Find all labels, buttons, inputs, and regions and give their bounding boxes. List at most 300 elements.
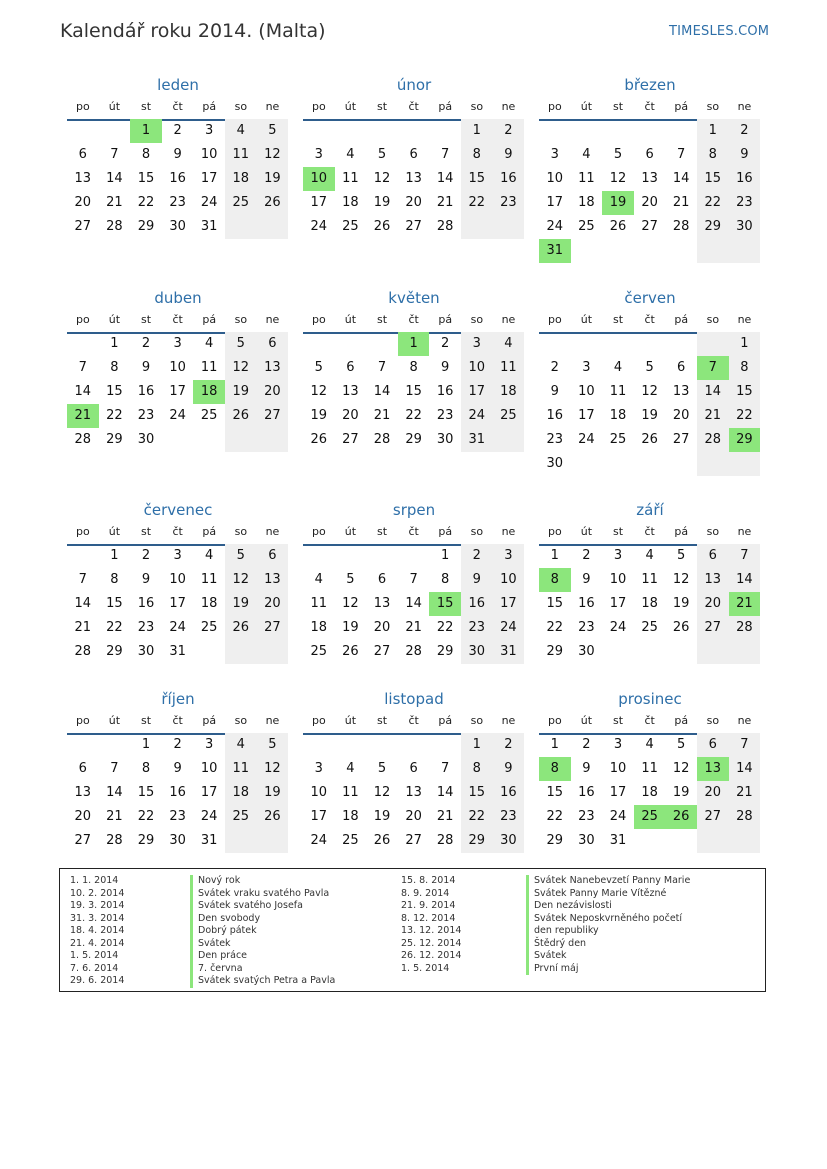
day-cell: 18 [641, 596, 658, 611]
weekday-header: út [108, 313, 121, 326]
day-cell: 8 [472, 761, 481, 776]
day-cell: 17 [609, 596, 627, 611]
day-cell: 8 [472, 147, 481, 162]
weekday-header: st [141, 100, 152, 113]
weekday-header: st [377, 313, 388, 326]
day-cell: 29 [546, 644, 564, 659]
day-cell: 11 [342, 785, 359, 800]
day-cell: 31 [200, 219, 218, 234]
legend-date: 1. 5. 2014 [70, 950, 119, 961]
weekday-header: po [311, 714, 326, 727]
day-cell: 19 [232, 596, 250, 611]
day-cell: 15 [546, 785, 564, 800]
day-cell: 18 [232, 171, 250, 186]
weekday-header: so [470, 714, 484, 727]
day-cell: 6 [708, 548, 717, 563]
day-cell: 1 [472, 123, 481, 138]
weekday-header: st [141, 525, 152, 538]
day-cell: 11 [232, 147, 250, 162]
day-cell: 17 [310, 195, 328, 210]
day-cell: 7 [409, 572, 418, 587]
weekday-header: pá [202, 714, 217, 727]
legend-names-right [526, 875, 690, 975]
day-cell: 7 [110, 147, 119, 162]
legend-holiday-name: Svátek Neposkvrněného početí [534, 912, 683, 924]
weekday-header: čt [172, 313, 183, 326]
weekday-header: so [470, 100, 484, 113]
day-cell: 11 [200, 572, 218, 587]
day-cell: 12 [672, 761, 690, 776]
day-cell: 11 [641, 761, 658, 776]
day-cell: 15 [405, 384, 422, 399]
day-cell: 26 [373, 833, 391, 848]
day-cell: 31 [609, 833, 627, 848]
day-cell: 24 [500, 620, 517, 635]
day-cell: 15 [546, 596, 564, 611]
day-cell: 31 [500, 644, 517, 659]
brand-logo-text[interactable]: TIMESLES.COM [669, 24, 770, 39]
day-cell: 22 [106, 408, 123, 423]
holiday-day-cell: 31 [539, 239, 571, 263]
day-cell: 22 [736, 408, 753, 423]
weekday-header: ne [737, 313, 752, 326]
day-cell: 21 [736, 785, 753, 800]
weekday-header: ne [501, 714, 516, 727]
day-cell: 17 [578, 408, 595, 423]
legend-date: 25. 12. 2014 [401, 937, 462, 949]
holiday-day-cell: 21 [67, 404, 99, 428]
day-cell: 24 [468, 408, 486, 423]
day-cell: 16 [468, 596, 486, 611]
day-cell: 11 [200, 360, 218, 375]
day-cell: 7 [677, 147, 686, 162]
day-cell: 13 [264, 360, 281, 375]
day-cell: 22 [137, 809, 155, 824]
day-cell: 26 [641, 432, 658, 447]
day-cell: 6 [677, 360, 686, 375]
weekday-header: st [613, 525, 624, 538]
holiday-day-cell: 29 [729, 428, 761, 452]
day-cell: 13 [74, 171, 92, 186]
day-cell: 21 [373, 408, 391, 423]
day-cell: 23 [546, 432, 564, 447]
weekday-header: st [141, 714, 152, 727]
day-cell: 28 [106, 219, 123, 234]
day-cell: 14 [74, 384, 92, 399]
day-cell: 10 [546, 171, 564, 186]
day-cell: 3 [205, 123, 214, 138]
day-cell: 1 [110, 336, 119, 351]
day-cell: 10 [310, 785, 328, 800]
day-cell: 3 [314, 761, 323, 776]
day-cell: 21 [74, 620, 92, 635]
legend-holiday-name: Nový rok [198, 875, 241, 886]
day-cell: 13 [342, 384, 359, 399]
day-cell: 4 [236, 123, 245, 138]
day-cell: 13 [704, 572, 722, 587]
legend-holiday-name: Svátek [534, 950, 567, 961]
day-cell: 4 [205, 336, 214, 351]
day-cell: 30 [137, 432, 155, 447]
day-cell: 29 [106, 644, 123, 659]
weekday-header: ne [737, 100, 752, 113]
day-cell: 3 [472, 336, 481, 351]
holiday-day-cell: 13 [697, 757, 729, 781]
legend-holiday-name: První máj [534, 962, 579, 974]
day-cell: 1 [141, 737, 151, 752]
day-cell: 24 [200, 195, 218, 210]
day-cell: 18 [578, 195, 595, 210]
day-cell: 11 [609, 384, 627, 399]
day-cell: 25 [200, 408, 218, 423]
day-cell: 22 [468, 809, 486, 824]
day-cell: 14 [436, 785, 454, 800]
day-cell: 9 [441, 360, 450, 375]
day-cell: 25 [578, 219, 595, 234]
day-cell: 13 [74, 785, 92, 800]
day-cell: 3 [173, 336, 182, 351]
day-cell: 14 [405, 596, 422, 611]
weekday-header: ne [501, 313, 516, 326]
day-cell: 22 [546, 620, 564, 635]
day-cell: 2 [173, 737, 182, 752]
day-cell: 3 [613, 737, 623, 752]
day-cell: 19 [264, 171, 281, 186]
day-cell: 19 [672, 596, 690, 611]
weekday-header: ne [501, 100, 516, 113]
day-cell: 8 [141, 761, 151, 776]
day-cell: 15 [468, 171, 486, 186]
day-cell: 29 [704, 219, 722, 234]
weekday-header: pá [438, 313, 453, 326]
day-cell: 20 [704, 596, 722, 611]
day-cell: 25 [232, 809, 250, 824]
day-cell: 30 [137, 644, 155, 659]
weekday-header: so [706, 714, 720, 727]
day-cell: 13 [405, 785, 422, 800]
day-cell: 30 [546, 456, 564, 471]
day-cell: 23 [500, 809, 517, 824]
day-cell: 19 [373, 809, 391, 824]
day-cell: 8 [110, 360, 119, 375]
day-cell: 4 [582, 147, 591, 162]
weekday-header: čt [408, 100, 419, 113]
day-cell: 26 [342, 644, 359, 659]
day-cell: 10 [169, 360, 186, 375]
month-name: listopad [384, 690, 444, 708]
day-cell: 2 [582, 548, 591, 563]
day-cell: 4 [613, 360, 623, 375]
day-cell: 20 [704, 785, 722, 800]
month-name: leden [157, 76, 199, 94]
day-cell: 23 [578, 809, 595, 824]
day-cell: 24 [169, 620, 186, 635]
day-cell: 3 [582, 360, 591, 375]
weekday-header: st [613, 100, 624, 113]
legend-date: 26. 12. 2014 [401, 950, 462, 961]
day-cell: 27 [641, 219, 658, 234]
day-cell: 21 [106, 809, 123, 824]
day-cell: 6 [645, 147, 654, 162]
holiday-day-cell: 1 [398, 332, 430, 356]
day-cell: 23 [578, 620, 595, 635]
legend-date: 8. 9. 2014 [401, 887, 450, 899]
weekday-header: čt [408, 313, 419, 326]
weekday-header: čt [408, 714, 419, 727]
day-cell: 12 [641, 384, 658, 399]
day-cell: 6 [78, 761, 87, 776]
day-cell: 17 [200, 171, 218, 186]
day-cell: 26 [264, 809, 281, 824]
day-cell: 28 [436, 219, 454, 234]
weekday-header: so [470, 525, 484, 538]
day-cell: 9 [472, 572, 481, 587]
day-cell: 22 [137, 195, 155, 210]
weekday-header: so [234, 100, 248, 113]
legend-dates-right [401, 875, 461, 975]
day-cell: 12 [232, 360, 250, 375]
day-cell: 20 [264, 596, 281, 611]
month-name: květen [388, 289, 440, 307]
holiday-day-cell: 10 [303, 167, 335, 191]
month-name: červenec [143, 501, 213, 519]
day-cell: 17 [200, 785, 218, 800]
weekday-header: ne [501, 525, 516, 538]
day-cell: 25 [609, 432, 627, 447]
month-name: říjen [161, 690, 195, 708]
weekday-header: út [580, 525, 593, 538]
weekday-header: út [580, 714, 593, 727]
weekday-header: po [547, 525, 562, 538]
day-cell: 25 [310, 644, 328, 659]
day-cell: 12 [310, 384, 328, 399]
day-cell: 5 [377, 761, 387, 776]
day-cell: 10 [578, 384, 595, 399]
day-cell: 10 [200, 147, 218, 162]
day-cell: 22 [546, 809, 564, 824]
weekday-header: ne [737, 525, 752, 538]
day-cell: 25 [342, 219, 359, 234]
weekday-header: út [344, 525, 357, 538]
day-cell: 13 [405, 171, 422, 186]
day-cell: 21 [405, 620, 422, 635]
day-cell: 28 [436, 833, 454, 848]
day-cell: 27 [74, 219, 92, 234]
day-cell: 19 [310, 408, 328, 423]
weekday-header: po [547, 100, 562, 113]
day-cell: 27 [74, 833, 92, 848]
holiday-day-cell: 8 [539, 568, 571, 592]
day-cell: 16 [169, 785, 186, 800]
day-cell: 9 [740, 147, 749, 162]
day-cell: 20 [405, 195, 422, 210]
day-cell: 26 [264, 195, 281, 210]
day-cell: 26 [232, 408, 250, 423]
weekday-header: čt [644, 313, 655, 326]
day-cell: 9 [504, 147, 513, 162]
day-cell: 16 [137, 384, 155, 399]
day-cell: 15 [106, 384, 123, 399]
day-cell: 2 [173, 123, 182, 138]
day-cell: 23 [169, 195, 186, 210]
day-cell: 28 [736, 809, 753, 824]
day-cell: 29 [106, 432, 123, 447]
day-cell: 12 [672, 572, 690, 587]
day-cell: 25 [500, 408, 517, 423]
day-cell: 1 [472, 737, 481, 752]
day-cell: 10 [169, 572, 186, 587]
weekday-header: čt [644, 100, 655, 113]
day-cell: 16 [500, 171, 517, 186]
day-cell: 11 [310, 596, 328, 611]
day-cell: 5 [677, 737, 686, 752]
day-cell: 17 [169, 384, 186, 399]
day-cell: 6 [78, 147, 87, 162]
day-cell: 17 [468, 384, 486, 399]
day-cell: 8 [409, 360, 418, 375]
day-cell: 6 [409, 761, 418, 776]
day-cell: 7 [441, 761, 450, 776]
day-cell: 2 [504, 737, 513, 752]
day-cell: 24 [310, 219, 328, 234]
legend-holiday-name: Štědrý den [534, 937, 587, 949]
day-cell: 16 [578, 596, 595, 611]
day-cell: 10 [200, 761, 218, 776]
day-cell: 6 [268, 548, 277, 563]
day-cell: 30 [500, 833, 517, 848]
day-cell: 29 [137, 833, 155, 848]
day-cell: 22 [106, 620, 123, 635]
legend-date: 19. 3. 2014 [70, 900, 125, 911]
day-cell: 16 [137, 596, 155, 611]
day-cell: 14 [373, 384, 391, 399]
weekday-header: po [311, 100, 326, 113]
day-cell: 22 [704, 195, 722, 210]
day-cell: 2 [740, 123, 749, 138]
day-cell: 9 [582, 572, 591, 587]
day-cell: 15 [704, 171, 722, 186]
day-cell: 1 [550, 548, 559, 563]
day-cell: 27 [704, 620, 722, 635]
day-cell: 9 [173, 761, 182, 776]
day-cell: 10 [500, 572, 517, 587]
day-cell: 3 [504, 548, 513, 563]
day-cell: 19 [641, 408, 658, 423]
weekday-header: st [141, 313, 152, 326]
legend-date: 8. 12. 2014 [401, 912, 456, 924]
day-cell: 12 [264, 147, 281, 162]
day-cell: 2 [472, 548, 481, 563]
weekday-header: ne [737, 714, 752, 727]
legend-date: 31. 3. 2014 [70, 912, 125, 924]
day-cell: 20 [264, 384, 281, 399]
weekday-header: so [234, 714, 248, 727]
legend-holiday-name: Svátek vraku svatého Pavla [198, 887, 330, 899]
day-cell: 29 [546, 833, 564, 848]
day-cell: 13 [672, 384, 690, 399]
weekday-header: st [377, 714, 388, 727]
day-cell: 19 [342, 620, 359, 635]
day-cell: 21 [436, 195, 454, 210]
day-cell: 4 [205, 548, 214, 563]
legend-date: 7. 6. 2014 [70, 962, 119, 974]
day-cell: 2 [504, 123, 513, 138]
day-cell: 2 [582, 737, 591, 752]
weekday-header: po [75, 313, 90, 326]
day-cell: 25 [232, 195, 250, 210]
day-cell: 4 [346, 761, 355, 776]
weekday-header: ne [265, 714, 280, 727]
day-cell: 9 [173, 147, 182, 162]
day-cell: 17 [609, 785, 627, 800]
weekday-header: čt [408, 525, 419, 538]
day-cell: 5 [346, 572, 355, 587]
day-cell: 7 [110, 761, 119, 776]
legend-date: 1. 5. 2014 [401, 962, 450, 974]
weekday-header: čt [172, 525, 183, 538]
weekday-header: pá [674, 100, 689, 113]
day-cell: 25 [342, 833, 359, 848]
day-cell: 12 [232, 572, 250, 587]
day-cell: 11 [342, 171, 359, 186]
day-cell: 14 [106, 785, 123, 800]
day-cell: 31 [468, 432, 486, 447]
day-cell: 20 [74, 195, 92, 210]
day-cell: 12 [373, 171, 391, 186]
day-cell: 29 [137, 219, 155, 234]
day-cell: 18 [310, 620, 328, 635]
day-cell: 8 [708, 147, 717, 162]
weekday-header: čt [172, 714, 183, 727]
day-cell: 5 [613, 147, 623, 162]
day-cell: 21 [672, 195, 690, 210]
day-cell: 25 [200, 620, 218, 635]
weekday-header: st [613, 313, 624, 326]
day-cell: 4 [504, 336, 513, 351]
day-cell: 25 [641, 620, 658, 635]
day-cell: 4 [314, 572, 323, 587]
holiday-day-cell: 8 [539, 757, 571, 781]
day-cell: 9 [504, 761, 513, 776]
day-cell: 14 [704, 384, 722, 399]
day-cell: 20 [672, 408, 690, 423]
day-cell: 17 [169, 596, 186, 611]
day-cell: 3 [205, 737, 214, 752]
day-cell: 21 [106, 195, 123, 210]
weekday-header: pá [674, 714, 689, 727]
holiday-day-cell: 21 [729, 592, 761, 616]
day-cell: 13 [641, 171, 658, 186]
day-cell: 1 [708, 123, 717, 138]
day-cell: 24 [200, 809, 218, 824]
day-cell: 15 [137, 785, 155, 800]
day-cell: 2 [141, 548, 151, 563]
weekday-header: út [108, 525, 121, 538]
day-cell: 23 [736, 195, 753, 210]
holiday-day-cell: 19 [602, 191, 634, 215]
day-cell: 27 [704, 809, 722, 824]
day-cell: 3 [613, 548, 623, 563]
weekday-header: po [547, 714, 562, 727]
day-cell: 17 [500, 596, 517, 611]
day-cell: 18 [232, 785, 250, 800]
day-cell: 11 [500, 360, 517, 375]
day-cell: 12 [609, 171, 627, 186]
day-cell: 15 [736, 384, 753, 399]
day-cell: 29 [405, 432, 422, 447]
day-cell: 24 [578, 432, 595, 447]
day-cell: 22 [436, 620, 454, 635]
